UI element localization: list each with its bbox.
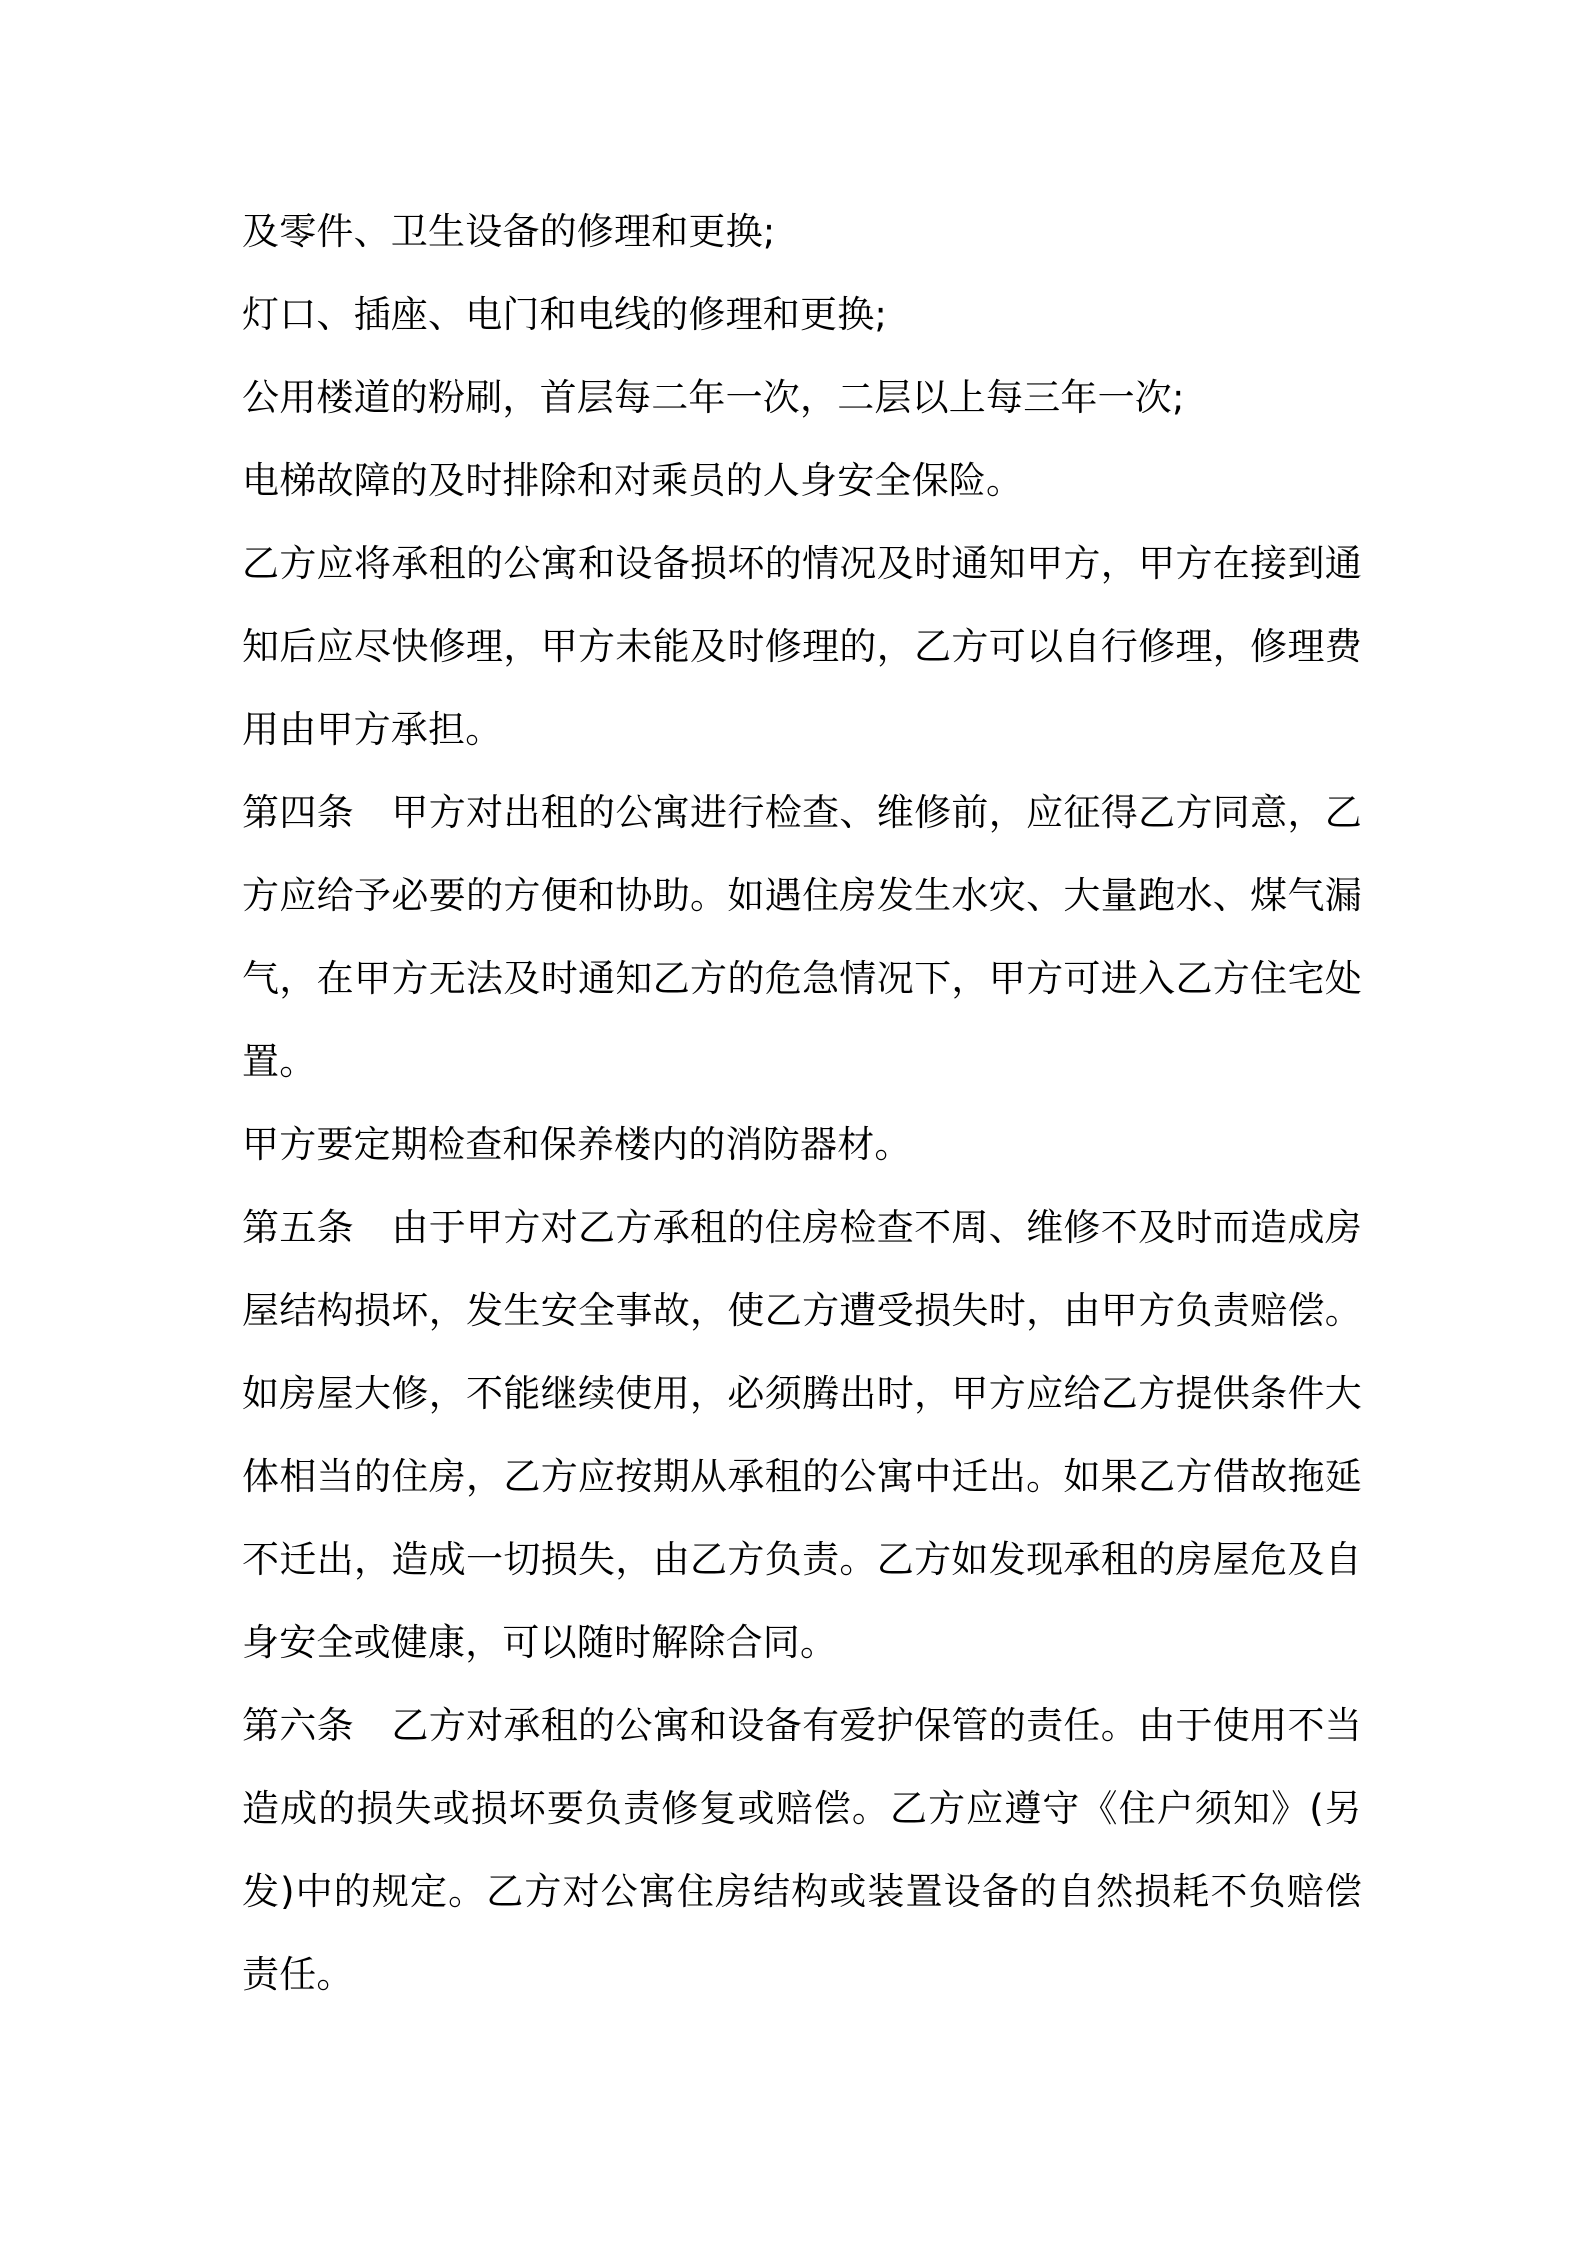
article-5-line: 第五条 由于甲方对乙方承租的住房检查不周、维修不及时而造成房 (242, 1206, 1362, 1249)
text-line: 气，在甲方无法及时通知乙方的危急情况下，甲方可进入乙方住宅处 (242, 957, 1362, 1000)
text-line: 知后应尽快修理，甲方未能及时修理的，乙方可以自行修理，修理费 (242, 625, 1362, 668)
text-line: 体相当的住房，乙方应按期从承租的公寓中迁出。如果乙方借故拖延 (242, 1455, 1362, 1498)
text-line: 用由甲方承担。 (242, 708, 503, 751)
contract-text-body (242, 190, 1362, 2016)
text-line: 甲方要定期检查和保养楼内的消防器材。 (242, 1123, 912, 1166)
text-line: 电梯故障的及时排除和对乘员的人身安全保险。 (242, 459, 1024, 502)
text-line: 及零件、卫生设备的修理和更换; (242, 210, 776, 253)
text-line: 如房屋大修，不能继续使用，必须腾出时，甲方应给乙方提供条件大 (242, 1372, 1362, 1415)
text-line: 责任。 (242, 1953, 354, 1996)
article-6-line: 第六条 乙方对承租的公寓和设备有爱护保管的责任。由于使用不当 (242, 1704, 1362, 1747)
text-line: 屋结构损坏，发生安全事故，使乙方遭受损失时，由甲方负责赔偿。 (242, 1289, 1362, 1332)
text-line: 乙方应将承租的公寓和设备损坏的情况及时通知甲方，甲方在接到通 (242, 542, 1362, 585)
text-line: 公用楼道的粉刷，首层每二年一次，二层以上每三年一次; (242, 376, 1185, 419)
text-line: 身安全或健康，可以随时解除合同。 (242, 1621, 838, 1664)
text-line: 置。 (242, 1040, 317, 1083)
text-line: 不迁出，造成一切损失，由乙方负责。乙方如发现承租的房屋危及自 (242, 1538, 1362, 1581)
text-line: 造成的损失或损坏要负责修复或赔偿。乙方应遵守《住户须知》(另 (242, 1787, 1362, 1830)
article-4-line: 第四条 甲方对出租的公寓进行检查、维修前，应征得乙方同意，乙 (242, 791, 1362, 834)
text-line: 发)中的规定。乙方对公寓住房结构或装置设备的自然损耗不负赔偿 (242, 1870, 1362, 1913)
text-line: 方应给予必要的方便和协助。如遇住房发生水灾、大量跑水、煤气漏 (242, 874, 1362, 917)
text-line: 灯口、插座、电门和电线的修理和更换; (242, 293, 888, 336)
